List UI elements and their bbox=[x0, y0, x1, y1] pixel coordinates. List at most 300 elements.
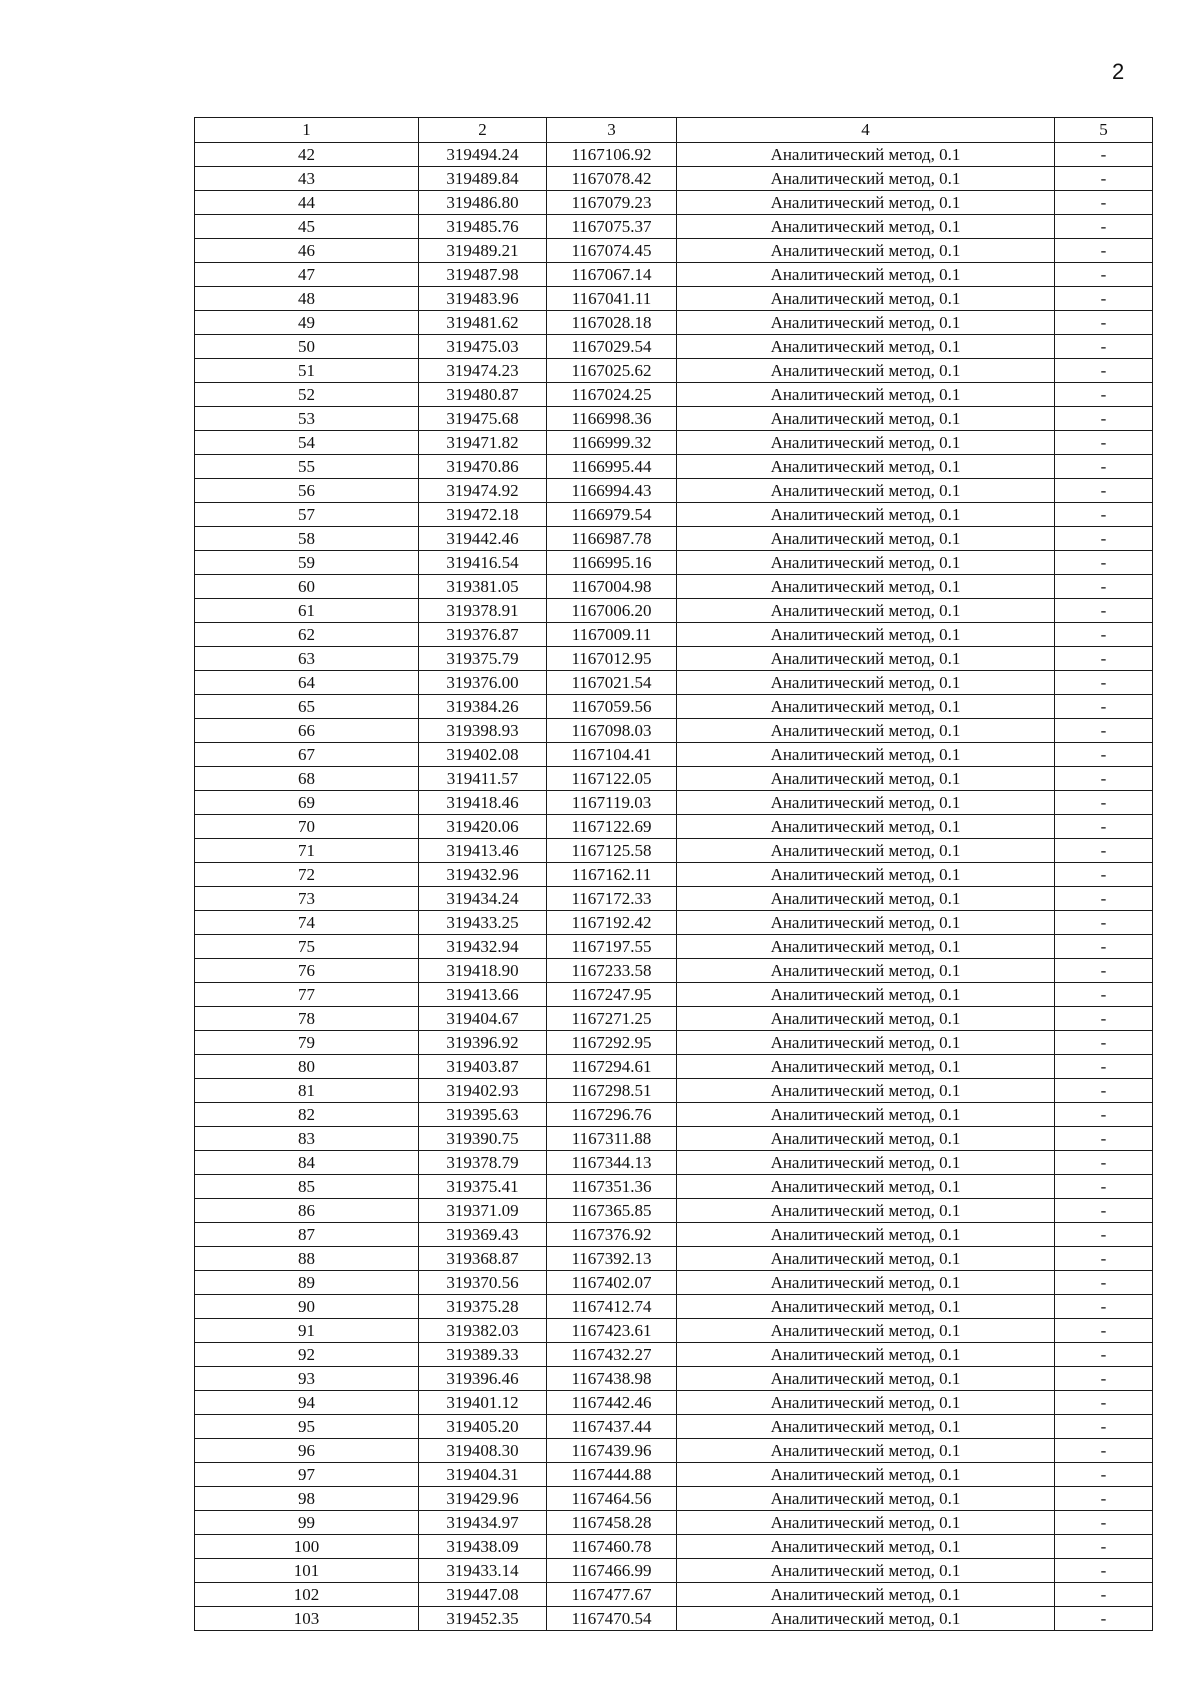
x-coordinate-cell: 319378.79 bbox=[419, 1151, 547, 1175]
table-row bbox=[195, 1343, 1153, 1367]
y-coordinate-cell: 1167122.05 bbox=[547, 767, 677, 791]
table-row bbox=[195, 431, 1153, 455]
method-cell: Аналитический метод, 0.1 bbox=[677, 1559, 1055, 1583]
method-cell: Аналитический метод, 0.1 bbox=[677, 599, 1055, 623]
note-cell: - bbox=[1055, 1559, 1153, 1583]
method-cell: Аналитический метод, 0.1 bbox=[677, 1223, 1055, 1247]
point-number-cell: 79 bbox=[195, 1031, 419, 1055]
method-cell: Аналитический метод, 0.1 bbox=[677, 167, 1055, 191]
method-cell: Аналитический метод, 0.1 bbox=[677, 791, 1055, 815]
point-number-cell: 53 bbox=[195, 407, 419, 431]
table-row bbox=[195, 935, 1153, 959]
x-coordinate-cell: 319382.03 bbox=[419, 1319, 547, 1343]
point-number-cell: 91 bbox=[195, 1319, 419, 1343]
y-coordinate-cell: 1167444.88 bbox=[547, 1463, 677, 1487]
point-number-cell: 101 bbox=[195, 1559, 419, 1583]
y-coordinate-cell: 1167470.54 bbox=[547, 1607, 677, 1631]
method-cell: Аналитический метод, 0.1 bbox=[677, 1439, 1055, 1463]
y-coordinate-cell: 1167012.95 bbox=[547, 647, 677, 671]
point-number-cell: 46 bbox=[195, 239, 419, 263]
x-coordinate-cell: 319475.68 bbox=[419, 407, 547, 431]
method-cell: Аналитический метод, 0.1 bbox=[677, 935, 1055, 959]
x-coordinate-cell: 319429.96 bbox=[419, 1487, 547, 1511]
table-row bbox=[195, 1127, 1153, 1151]
point-number-cell: 82 bbox=[195, 1103, 419, 1127]
x-coordinate-cell: 319390.75 bbox=[419, 1127, 547, 1151]
point-number-cell: 89 bbox=[195, 1271, 419, 1295]
x-coordinate-cell: 319434.97 bbox=[419, 1511, 547, 1535]
y-coordinate-cell: 1167344.13 bbox=[547, 1151, 677, 1175]
point-number-cell: 87 bbox=[195, 1223, 419, 1247]
y-coordinate-cell: 1167233.58 bbox=[547, 959, 677, 983]
header-cell-5: 5 bbox=[1055, 118, 1153, 143]
note-cell: - bbox=[1055, 431, 1153, 455]
y-coordinate-cell: 1167292.95 bbox=[547, 1031, 677, 1055]
table-row bbox=[195, 455, 1153, 479]
note-cell: - bbox=[1055, 1343, 1153, 1367]
y-coordinate-cell: 1167104.41 bbox=[547, 743, 677, 767]
point-number-cell: 65 bbox=[195, 695, 419, 719]
table-row bbox=[195, 239, 1153, 263]
x-coordinate-cell: 319402.93 bbox=[419, 1079, 547, 1103]
method-cell: Аналитический метод, 0.1 bbox=[677, 527, 1055, 551]
note-cell: - bbox=[1055, 383, 1153, 407]
table-row bbox=[195, 479, 1153, 503]
x-coordinate-cell: 319486.80 bbox=[419, 191, 547, 215]
x-coordinate-cell: 319432.96 bbox=[419, 863, 547, 887]
x-coordinate-cell: 319433.14 bbox=[419, 1559, 547, 1583]
note-cell: - bbox=[1055, 1127, 1153, 1151]
method-cell: Аналитический метод, 0.1 bbox=[677, 503, 1055, 527]
header-cell-4: 4 bbox=[677, 118, 1055, 143]
method-cell: Аналитический метод, 0.1 bbox=[677, 767, 1055, 791]
table-row bbox=[195, 1295, 1153, 1319]
x-coordinate-cell: 319376.00 bbox=[419, 671, 547, 695]
table-header-row bbox=[195, 118, 1153, 143]
x-coordinate-cell: 319474.92 bbox=[419, 479, 547, 503]
point-number-cell: 66 bbox=[195, 719, 419, 743]
y-coordinate-cell: 1167464.56 bbox=[547, 1487, 677, 1511]
x-coordinate-cell: 319418.46 bbox=[419, 791, 547, 815]
method-cell: Аналитический метод, 0.1 bbox=[677, 1151, 1055, 1175]
note-cell: - bbox=[1055, 1367, 1153, 1391]
point-number-cell: 86 bbox=[195, 1199, 419, 1223]
point-number-cell: 43 bbox=[195, 167, 419, 191]
table-row bbox=[195, 215, 1153, 239]
method-cell: Аналитический метод, 0.1 bbox=[677, 1487, 1055, 1511]
y-coordinate-cell: 1167021.54 bbox=[547, 671, 677, 695]
point-number-cell: 42 bbox=[195, 143, 419, 167]
x-coordinate-cell: 319404.67 bbox=[419, 1007, 547, 1031]
table-row bbox=[195, 647, 1153, 671]
method-cell: Аналитический метод, 0.1 bbox=[677, 263, 1055, 287]
x-coordinate-cell: 319485.76 bbox=[419, 215, 547, 239]
note-cell: - bbox=[1055, 1511, 1153, 1535]
table-row bbox=[195, 1151, 1153, 1175]
point-number-cell: 85 bbox=[195, 1175, 419, 1199]
x-coordinate-cell: 319413.46 bbox=[419, 839, 547, 863]
table-row bbox=[195, 1199, 1153, 1223]
table-row bbox=[195, 815, 1153, 839]
method-cell: Аналитический метод, 0.1 bbox=[677, 1079, 1055, 1103]
x-coordinate-cell: 319416.54 bbox=[419, 551, 547, 575]
note-cell: - bbox=[1055, 1223, 1153, 1247]
note-cell: - bbox=[1055, 1439, 1153, 1463]
point-number-cell: 61 bbox=[195, 599, 419, 623]
point-number-cell: 58 bbox=[195, 527, 419, 551]
point-number-cell: 102 bbox=[195, 1583, 419, 1607]
note-cell: - bbox=[1055, 1271, 1153, 1295]
x-coordinate-cell: 319474.23 bbox=[419, 359, 547, 383]
point-number-cell: 48 bbox=[195, 287, 419, 311]
method-cell: Аналитический метод, 0.1 bbox=[677, 1127, 1055, 1151]
y-coordinate-cell: 1166979.54 bbox=[547, 503, 677, 527]
y-coordinate-cell: 1167024.25 bbox=[547, 383, 677, 407]
table-row bbox=[195, 143, 1153, 167]
point-number-cell: 81 bbox=[195, 1079, 419, 1103]
x-coordinate-cell: 319438.09 bbox=[419, 1535, 547, 1559]
y-coordinate-cell: 1167079.23 bbox=[547, 191, 677, 215]
x-coordinate-cell: 319433.25 bbox=[419, 911, 547, 935]
method-cell: Аналитический метод, 0.1 bbox=[677, 1391, 1055, 1415]
note-cell: - bbox=[1055, 887, 1153, 911]
y-coordinate-cell: 1167197.55 bbox=[547, 935, 677, 959]
table-row bbox=[195, 1391, 1153, 1415]
point-number-cell: 92 bbox=[195, 1343, 419, 1367]
table-row bbox=[195, 407, 1153, 431]
method-cell: Аналитический метод, 0.1 bbox=[677, 1463, 1055, 1487]
method-cell: Аналитический метод, 0.1 bbox=[677, 863, 1055, 887]
header-cell-3: 3 bbox=[547, 118, 677, 143]
note-cell: - bbox=[1055, 239, 1153, 263]
method-cell: Аналитический метод, 0.1 bbox=[677, 1103, 1055, 1127]
y-coordinate-cell: 1167460.78 bbox=[547, 1535, 677, 1559]
table-row bbox=[195, 503, 1153, 527]
note-cell: - bbox=[1055, 287, 1153, 311]
point-number-cell: 80 bbox=[195, 1055, 419, 1079]
note-cell: - bbox=[1055, 1151, 1153, 1175]
page-number: 2 bbox=[1112, 59, 1125, 84]
note-cell: - bbox=[1055, 1199, 1153, 1223]
x-coordinate-cell: 319483.96 bbox=[419, 287, 547, 311]
point-number-cell: 88 bbox=[195, 1247, 419, 1271]
table-row bbox=[195, 1103, 1153, 1127]
method-cell: Аналитический метод, 0.1 bbox=[677, 287, 1055, 311]
point-number-cell: 52 bbox=[195, 383, 419, 407]
method-cell: Аналитический метод, 0.1 bbox=[677, 1535, 1055, 1559]
x-coordinate-cell: 319396.46 bbox=[419, 1367, 547, 1391]
point-number-cell: 94 bbox=[195, 1391, 419, 1415]
note-cell: - bbox=[1055, 335, 1153, 359]
method-cell: Аналитический метод, 0.1 bbox=[677, 1295, 1055, 1319]
x-coordinate-cell: 319494.24 bbox=[419, 143, 547, 167]
x-coordinate-cell: 319420.06 bbox=[419, 815, 547, 839]
x-coordinate-cell: 319368.87 bbox=[419, 1247, 547, 1271]
point-number-cell: 78 bbox=[195, 1007, 419, 1031]
y-coordinate-cell: 1167294.61 bbox=[547, 1055, 677, 1079]
method-cell: Аналитический метод, 0.1 bbox=[677, 455, 1055, 479]
method-cell: Аналитический метод, 0.1 bbox=[677, 575, 1055, 599]
table-row bbox=[195, 1535, 1153, 1559]
y-coordinate-cell: 1167365.85 bbox=[547, 1199, 677, 1223]
point-number-cell: 56 bbox=[195, 479, 419, 503]
x-coordinate-cell: 319447.08 bbox=[419, 1583, 547, 1607]
y-coordinate-cell: 1167477.67 bbox=[547, 1583, 677, 1607]
table-row bbox=[195, 167, 1153, 191]
y-coordinate-cell: 1167004.98 bbox=[547, 575, 677, 599]
note-cell: - bbox=[1055, 1463, 1153, 1487]
point-number-cell: 57 bbox=[195, 503, 419, 527]
method-cell: Аналитический метод, 0.1 bbox=[677, 983, 1055, 1007]
point-number-cell: 90 bbox=[195, 1295, 419, 1319]
x-coordinate-cell: 319405.20 bbox=[419, 1415, 547, 1439]
method-cell: Аналитический метод, 0.1 bbox=[677, 695, 1055, 719]
x-coordinate-cell: 319471.82 bbox=[419, 431, 547, 455]
note-cell: - bbox=[1055, 1295, 1153, 1319]
note-cell: - bbox=[1055, 191, 1153, 215]
point-number-cell: 84 bbox=[195, 1151, 419, 1175]
note-cell: - bbox=[1055, 527, 1153, 551]
method-cell: Аналитический метод, 0.1 bbox=[677, 743, 1055, 767]
table-row bbox=[195, 551, 1153, 575]
x-coordinate-cell: 319403.87 bbox=[419, 1055, 547, 1079]
point-number-cell: 50 bbox=[195, 335, 419, 359]
method-cell: Аналитический метод, 0.1 bbox=[677, 335, 1055, 359]
note-cell: - bbox=[1055, 215, 1153, 239]
y-coordinate-cell: 1167442.46 bbox=[547, 1391, 677, 1415]
point-number-cell: 76 bbox=[195, 959, 419, 983]
table-row bbox=[195, 1247, 1153, 1271]
y-coordinate-cell: 1167078.42 bbox=[547, 167, 677, 191]
table-row bbox=[195, 887, 1153, 911]
point-number-cell: 51 bbox=[195, 359, 419, 383]
table-row bbox=[195, 959, 1153, 983]
y-coordinate-cell: 1167006.20 bbox=[547, 599, 677, 623]
x-coordinate-cell: 319381.05 bbox=[419, 575, 547, 599]
table-row bbox=[195, 1487, 1153, 1511]
note-cell: - bbox=[1055, 719, 1153, 743]
point-number-cell: 93 bbox=[195, 1367, 419, 1391]
method-cell: Аналитический метод, 0.1 bbox=[677, 1007, 1055, 1031]
y-coordinate-cell: 1167439.96 bbox=[547, 1439, 677, 1463]
note-cell: - bbox=[1055, 311, 1153, 335]
note-cell: - bbox=[1055, 1583, 1153, 1607]
x-coordinate-cell: 319413.66 bbox=[419, 983, 547, 1007]
y-coordinate-cell: 1167376.92 bbox=[547, 1223, 677, 1247]
y-coordinate-cell: 1167423.61 bbox=[547, 1319, 677, 1343]
point-number-cell: 74 bbox=[195, 911, 419, 935]
table-row bbox=[195, 191, 1153, 215]
method-cell: Аналитический метод, 0.1 bbox=[677, 1415, 1055, 1439]
note-cell: - bbox=[1055, 167, 1153, 191]
y-coordinate-cell: 1167192.42 bbox=[547, 911, 677, 935]
method-cell: Аналитический метод, 0.1 bbox=[677, 1511, 1055, 1535]
note-cell: - bbox=[1055, 575, 1153, 599]
y-coordinate-cell: 1167438.98 bbox=[547, 1367, 677, 1391]
note-cell: - bbox=[1055, 647, 1153, 671]
point-number-cell: 59 bbox=[195, 551, 419, 575]
method-cell: Аналитический метод, 0.1 bbox=[677, 551, 1055, 575]
x-coordinate-cell: 319398.93 bbox=[419, 719, 547, 743]
method-cell: Аналитический метод, 0.1 bbox=[677, 143, 1055, 167]
note-cell: - bbox=[1055, 359, 1153, 383]
table-row bbox=[195, 983, 1153, 1007]
y-coordinate-cell: 1166999.32 bbox=[547, 431, 677, 455]
x-coordinate-cell: 319487.98 bbox=[419, 263, 547, 287]
y-coordinate-cell: 1166998.36 bbox=[547, 407, 677, 431]
table-row bbox=[195, 599, 1153, 623]
y-coordinate-cell: 1167106.92 bbox=[547, 143, 677, 167]
table-row bbox=[195, 1559, 1153, 1583]
y-coordinate-cell: 1166994.43 bbox=[547, 479, 677, 503]
table-row bbox=[195, 791, 1153, 815]
point-number-cell: 55 bbox=[195, 455, 419, 479]
x-coordinate-cell: 319384.26 bbox=[419, 695, 547, 719]
method-cell: Аналитический метод, 0.1 bbox=[677, 1031, 1055, 1055]
x-coordinate-cell: 319432.94 bbox=[419, 935, 547, 959]
table-row bbox=[195, 671, 1153, 695]
table-row bbox=[195, 1079, 1153, 1103]
x-coordinate-cell: 319475.03 bbox=[419, 335, 547, 359]
table-row bbox=[195, 335, 1153, 359]
method-cell: Аналитический метод, 0.1 bbox=[677, 719, 1055, 743]
table-row bbox=[195, 863, 1153, 887]
x-coordinate-cell: 319370.56 bbox=[419, 1271, 547, 1295]
point-number-cell: 83 bbox=[195, 1127, 419, 1151]
method-cell: Аналитический метод, 0.1 bbox=[677, 1247, 1055, 1271]
x-coordinate-cell: 319402.08 bbox=[419, 743, 547, 767]
y-coordinate-cell: 1167311.88 bbox=[547, 1127, 677, 1151]
y-coordinate-cell: 1167296.76 bbox=[547, 1103, 677, 1127]
table-row bbox=[195, 911, 1153, 935]
note-cell: - bbox=[1055, 1415, 1153, 1439]
note-cell: - bbox=[1055, 1175, 1153, 1199]
table-row bbox=[195, 527, 1153, 551]
note-cell: - bbox=[1055, 599, 1153, 623]
point-number-cell: 68 bbox=[195, 767, 419, 791]
note-cell: - bbox=[1055, 863, 1153, 887]
table-row bbox=[195, 1511, 1153, 1535]
point-number-cell: 63 bbox=[195, 647, 419, 671]
method-cell: Аналитический метод, 0.1 bbox=[677, 1175, 1055, 1199]
note-cell: - bbox=[1055, 455, 1153, 479]
table-row bbox=[195, 359, 1153, 383]
point-number-cell: 64 bbox=[195, 671, 419, 695]
method-cell: Аналитический метод, 0.1 bbox=[677, 623, 1055, 647]
x-coordinate-cell: 319408.30 bbox=[419, 1439, 547, 1463]
method-cell: Аналитический метод, 0.1 bbox=[677, 1367, 1055, 1391]
x-coordinate-cell: 319375.79 bbox=[419, 647, 547, 671]
table-row bbox=[195, 1271, 1153, 1295]
method-cell: Аналитический метод, 0.1 bbox=[677, 383, 1055, 407]
note-cell: - bbox=[1055, 1103, 1153, 1127]
note-cell: - bbox=[1055, 1391, 1153, 1415]
table-row bbox=[195, 719, 1153, 743]
x-coordinate-cell: 319489.21 bbox=[419, 239, 547, 263]
x-coordinate-cell: 319470.86 bbox=[419, 455, 547, 479]
point-number-cell: 73 bbox=[195, 887, 419, 911]
table-row bbox=[195, 1463, 1153, 1487]
point-number-cell: 62 bbox=[195, 623, 419, 647]
method-cell: Аналитический метод, 0.1 bbox=[677, 911, 1055, 935]
note-cell: - bbox=[1055, 1535, 1153, 1559]
table-row bbox=[195, 1607, 1153, 1631]
point-number-cell: 71 bbox=[195, 839, 419, 863]
method-cell: Аналитический метод, 0.1 bbox=[677, 671, 1055, 695]
method-cell: Аналитический метод, 0.1 bbox=[677, 1607, 1055, 1631]
note-cell: - bbox=[1055, 1079, 1153, 1103]
x-coordinate-cell: 319480.87 bbox=[419, 383, 547, 407]
y-coordinate-cell: 1167392.13 bbox=[547, 1247, 677, 1271]
y-coordinate-cell: 1167437.44 bbox=[547, 1415, 677, 1439]
y-coordinate-cell: 1167075.37 bbox=[547, 215, 677, 239]
table-row bbox=[195, 1007, 1153, 1031]
method-cell: Аналитический метод, 0.1 bbox=[677, 239, 1055, 263]
note-cell: - bbox=[1055, 695, 1153, 719]
note-cell: - bbox=[1055, 983, 1153, 1007]
point-number-cell: 67 bbox=[195, 743, 419, 767]
point-number-cell: 44 bbox=[195, 191, 419, 215]
x-coordinate-cell: 319375.41 bbox=[419, 1175, 547, 1199]
note-cell: - bbox=[1055, 551, 1153, 575]
x-coordinate-cell: 319378.91 bbox=[419, 599, 547, 623]
note-cell: - bbox=[1055, 935, 1153, 959]
point-number-cell: 95 bbox=[195, 1415, 419, 1439]
table-row bbox=[195, 1583, 1153, 1607]
note-cell: - bbox=[1055, 1055, 1153, 1079]
y-coordinate-cell: 1166987.78 bbox=[547, 527, 677, 551]
note-cell: - bbox=[1055, 1319, 1153, 1343]
x-coordinate-cell: 319472.18 bbox=[419, 503, 547, 527]
header-cell-1: 1 bbox=[195, 118, 419, 143]
y-coordinate-cell: 1167041.11 bbox=[547, 287, 677, 311]
method-cell: Аналитический метод, 0.1 bbox=[677, 431, 1055, 455]
y-coordinate-cell: 1167271.25 bbox=[547, 1007, 677, 1031]
y-coordinate-cell: 1167162.11 bbox=[547, 863, 677, 887]
y-coordinate-cell: 1167125.58 bbox=[547, 839, 677, 863]
point-number-cell: 72 bbox=[195, 863, 419, 887]
x-coordinate-cell: 319481.62 bbox=[419, 311, 547, 335]
method-cell: Аналитический метод, 0.1 bbox=[677, 1199, 1055, 1223]
point-number-cell: 99 bbox=[195, 1511, 419, 1535]
y-coordinate-cell: 1167466.99 bbox=[547, 1559, 677, 1583]
table-row bbox=[195, 839, 1153, 863]
point-number-cell: 47 bbox=[195, 263, 419, 287]
point-number-cell: 54 bbox=[195, 431, 419, 455]
note-cell: - bbox=[1055, 1007, 1153, 1031]
method-cell: Аналитический метод, 0.1 bbox=[677, 1583, 1055, 1607]
x-coordinate-cell: 319442.46 bbox=[419, 527, 547, 551]
x-coordinate-cell: 319404.31 bbox=[419, 1463, 547, 1487]
point-number-cell: 97 bbox=[195, 1463, 419, 1487]
table-row bbox=[195, 575, 1153, 599]
point-number-cell: 98 bbox=[195, 1487, 419, 1511]
x-coordinate-cell: 319389.33 bbox=[419, 1343, 547, 1367]
method-cell: Аналитический метод, 0.1 bbox=[677, 815, 1055, 839]
x-coordinate-cell: 319396.92 bbox=[419, 1031, 547, 1055]
y-coordinate-cell: 1167119.03 bbox=[547, 791, 677, 815]
point-number-cell: 60 bbox=[195, 575, 419, 599]
note-cell: - bbox=[1055, 743, 1153, 767]
method-cell: Аналитический метод, 0.1 bbox=[677, 887, 1055, 911]
point-number-cell: 45 bbox=[195, 215, 419, 239]
method-cell: Аналитический метод, 0.1 bbox=[677, 215, 1055, 239]
x-coordinate-cell: 319434.24 bbox=[419, 887, 547, 911]
table-row bbox=[195, 767, 1153, 791]
table-row bbox=[195, 1031, 1153, 1055]
y-coordinate-cell: 1167122.69 bbox=[547, 815, 677, 839]
note-cell: - bbox=[1055, 1607, 1153, 1631]
